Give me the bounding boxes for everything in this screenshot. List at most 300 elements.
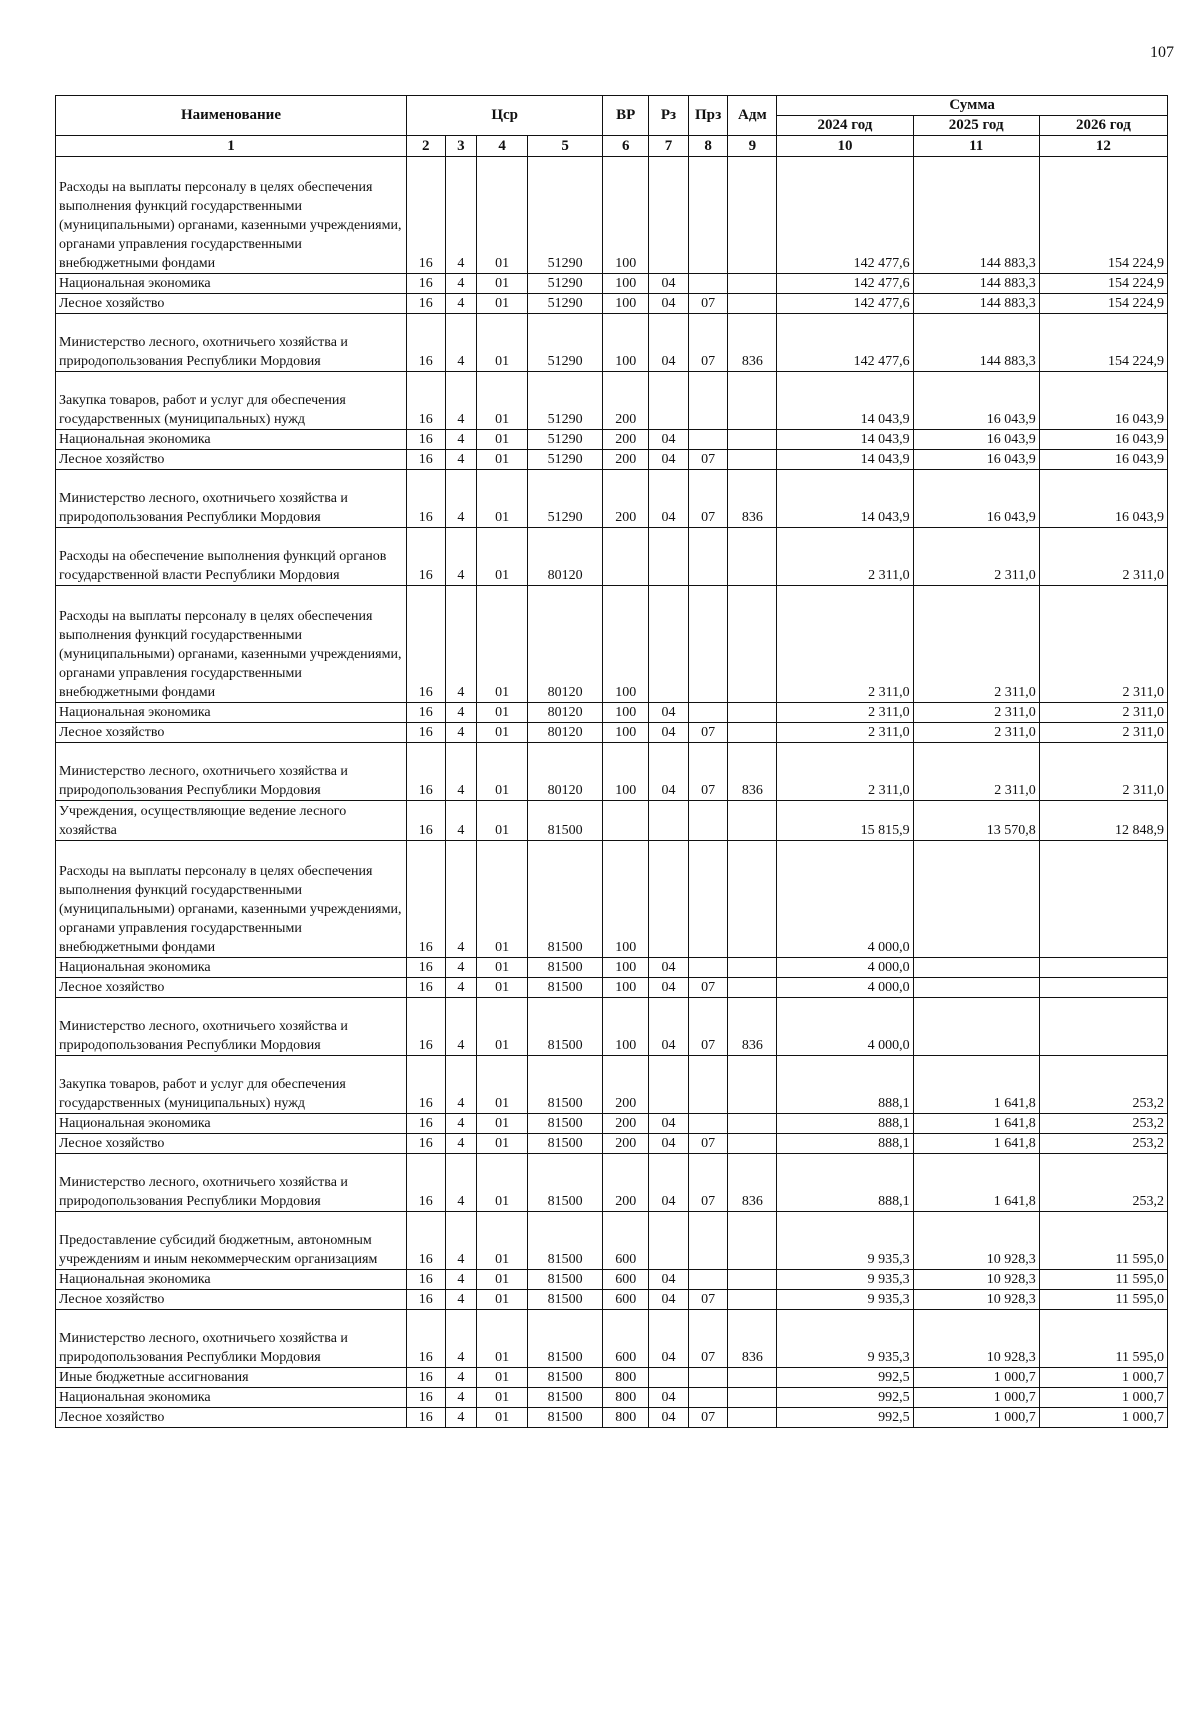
cell-csr-2: 16 [406,274,445,294]
cell-name: Закупка товаров, работ и услуг для обеспечения государственных (муниципальных) нужд [56,1056,407,1114]
cell-csr-5: 51290 [528,157,603,274]
cell-rz [649,157,689,274]
cell-csr-4: 01 [477,372,528,430]
cell-prz: 07 [688,1408,728,1428]
cell-sum-2025: 1 000,7 [913,1388,1039,1408]
cell-sum-2025 [913,998,1039,1056]
cell-name: Национальная экономика [56,958,407,978]
cell-sum-2026: 1 000,7 [1039,1408,1167,1428]
cell-sum-2026: 2 311,0 [1039,703,1167,723]
cell-csr-5: 51290 [528,430,603,450]
page-number: 107 [1150,44,1174,61]
cell-name: Министерство лесного, охотничьего хозяйства и природопользования Республики Мордовия [56,1310,407,1368]
cell-csr-4: 01 [477,1154,528,1212]
cell-csr-4: 01 [477,1212,528,1270]
cell-adm [728,1212,777,1270]
cell-name: Министерство лесного, охотничьего хозяйства и природопользования Республики Мордовия [56,1154,407,1212]
cell-name: Национальная экономика [56,1388,407,1408]
cell-rz: 04 [649,450,689,470]
cell-sum-2024: 9 935,3 [777,1290,913,1310]
cell-sum-2026: 1 000,7 [1039,1388,1167,1408]
cell-rz: 04 [649,1154,689,1212]
cell-name: Национальная экономика [56,1270,407,1290]
table-row [56,430,1168,450]
cell-csr-4: 01 [477,1310,528,1368]
table-row [56,1056,1168,1114]
cell-csr-2: 16 [406,1056,445,1114]
cell-prz: 07 [688,294,728,314]
cell-sum-2025 [913,841,1039,958]
cell-sum-2025: 144 883,3 [913,294,1039,314]
cell-name: Национальная экономика [56,1114,407,1134]
cell-csr-5: 80120 [528,586,603,703]
cell-sum-2024: 142 477,6 [777,294,913,314]
cell-csr-4: 01 [477,586,528,703]
cell-name: Лесное хозяйство [56,978,407,998]
cell-csr-2: 16 [406,1310,445,1368]
cell-sum-2024: 14 043,9 [777,372,913,430]
cell-prz: 07 [688,1290,728,1310]
cell-prz: 07 [688,743,728,801]
cell-rz: 04 [649,1270,689,1290]
header-rz: Рз [649,96,689,136]
cell-name: Национальная экономика [56,430,407,450]
cell-sum-2025: 10 928,3 [913,1212,1039,1270]
header-year-2024: 2024 год [777,116,913,136]
cell-adm [728,978,777,998]
cell-csr-2: 16 [406,743,445,801]
cell-csr-5: 80120 [528,723,603,743]
cell-vr: 600 [603,1310,649,1368]
cell-csr-2: 16 [406,1368,445,1388]
cell-sum-2026: 253,2 [1039,1134,1167,1154]
cell-sum-2026: 16 043,9 [1039,430,1167,450]
cell-csr-3: 4 [445,1056,477,1114]
cell-sum-2025: 144 883,3 [913,274,1039,294]
column-number: 1 [56,136,407,157]
table-row [56,470,1168,528]
cell-name: Расходы на выплаты персоналу в целях обеспечения выполнения функций государственными (муниципальными) органами, казенными учреждениями, органами управления государственными внебюджетными фондами [56,157,407,274]
cell-sum-2025: 16 043,9 [913,430,1039,450]
cell-csr-4: 01 [477,528,528,586]
cell-sum-2026 [1039,978,1167,998]
cell-sum-2026 [1039,841,1167,958]
table-row [56,958,1168,978]
cell-sum-2026: 11 595,0 [1039,1212,1167,1270]
cell-rz: 04 [649,1310,689,1368]
cell-csr-4: 01 [477,1270,528,1290]
cell-prz [688,958,728,978]
cell-vr: 200 [603,372,649,430]
cell-name: Лесное хозяйство [56,1408,407,1428]
cell-sum-2024: 4 000,0 [777,998,913,1056]
cell-name: Министерство лесного, охотничьего хозяйства и природопользования Республики Мордовия [56,470,407,528]
cell-prz [688,430,728,450]
cell-vr: 100 [603,978,649,998]
cell-sum-2026: 16 043,9 [1039,450,1167,470]
cell-adm [728,841,777,958]
table-row [56,801,1168,841]
cell-rz [649,1368,689,1388]
table-row [56,841,1168,958]
cell-csr-4: 01 [477,450,528,470]
cell-prz [688,1368,728,1388]
table-row [56,1388,1168,1408]
cell-csr-3: 4 [445,743,477,801]
cell-vr [603,801,649,841]
cell-prz [688,528,728,586]
cell-prz [688,1212,728,1270]
cell-vr: 100 [603,586,649,703]
cell-csr-3: 4 [445,978,477,998]
cell-sum-2024: 2 311,0 [777,703,913,723]
cell-csr-4: 01 [477,743,528,801]
cell-csr-5: 51290 [528,470,603,528]
cell-adm [728,723,777,743]
cell-csr-5: 81500 [528,978,603,998]
cell-csr-2: 16 [406,528,445,586]
cell-name: Расходы на выплаты персоналу в целях обеспечения выполнения функций государственными (муниципальными) органами, казенными учреждениями, органами управления государственными внебюджетными фондами [56,586,407,703]
cell-sum-2025: 1 000,7 [913,1408,1039,1428]
cell-vr: 200 [603,450,649,470]
cell-prz [688,157,728,274]
cell-csr-4: 01 [477,294,528,314]
cell-csr-2: 16 [406,841,445,958]
cell-rz: 04 [649,1290,689,1310]
table-row [56,1368,1168,1388]
cell-vr: 800 [603,1368,649,1388]
cell-prz: 07 [688,314,728,372]
table-row [56,528,1168,586]
cell-csr-5: 51290 [528,450,603,470]
cell-csr-5: 81500 [528,1212,603,1270]
cell-rz: 04 [649,430,689,450]
cell-sum-2026 [1039,998,1167,1056]
cell-csr-5: 81500 [528,1368,603,1388]
cell-csr-4: 01 [477,1368,528,1388]
cell-sum-2026: 2 311,0 [1039,723,1167,743]
cell-rz [649,372,689,430]
table-row [56,450,1168,470]
cell-csr-4: 01 [477,1056,528,1114]
cell-csr-3: 4 [445,294,477,314]
cell-name: Предоставление субсидий бюджетным, автономным учреждениям и иным некоммерческим организациям [56,1212,407,1270]
cell-csr-3: 4 [445,1270,477,1290]
cell-sum-2025: 1 641,8 [913,1134,1039,1154]
cell-vr: 100 [603,958,649,978]
header-summa: Сумма [777,96,1168,116]
cell-sum-2024: 2 311,0 [777,586,913,703]
cell-sum-2025: 144 883,3 [913,314,1039,372]
cell-sum-2025: 10 928,3 [913,1310,1039,1368]
cell-sum-2026: 2 311,0 [1039,743,1167,801]
table-row [56,1134,1168,1154]
cell-sum-2024: 4 000,0 [777,978,913,998]
cell-adm [728,1408,777,1428]
cell-csr-3: 4 [445,470,477,528]
cell-prz: 07 [688,1154,728,1212]
table-row [56,1114,1168,1134]
table-row [56,1212,1168,1270]
cell-adm [728,372,777,430]
cell-csr-5: 81500 [528,998,603,1056]
cell-name: Иные бюджетные ассигнования [56,1368,407,1388]
table-row [56,372,1168,430]
cell-rz [649,586,689,703]
cell-csr-5: 81500 [528,1388,603,1408]
cell-csr-2: 16 [406,294,445,314]
cell-csr-2: 16 [406,314,445,372]
cell-csr-3: 4 [445,586,477,703]
cell-prz [688,586,728,703]
table-row [56,1310,1168,1368]
cell-csr-5: 51290 [528,314,603,372]
cell-csr-4: 01 [477,703,528,723]
cell-csr-2: 16 [406,450,445,470]
cell-sum-2026: 154 224,9 [1039,157,1167,274]
cell-csr-2: 16 [406,1154,445,1212]
cell-csr-2: 16 [406,1388,445,1408]
cell-name: Министерство лесного, охотничьего хозяйства и природопользования Республики Мордовия [56,743,407,801]
cell-rz [649,528,689,586]
cell-adm [728,1114,777,1134]
cell-sum-2024: 14 043,9 [777,430,913,450]
cell-sum-2025: 16 043,9 [913,470,1039,528]
cell-sum-2025: 2 311,0 [913,586,1039,703]
cell-sum-2024: 888,1 [777,1134,913,1154]
cell-csr-2: 16 [406,723,445,743]
cell-csr-3: 4 [445,1290,477,1310]
cell-name: Лесное хозяйство [56,1290,407,1310]
cell-rz [649,801,689,841]
cell-adm: 836 [728,998,777,1056]
cell-sum-2025: 13 570,8 [913,801,1039,841]
cell-vr: 200 [603,430,649,450]
cell-csr-4: 01 [477,841,528,958]
cell-adm [728,1134,777,1154]
cell-vr: 100 [603,743,649,801]
cell-csr-3: 4 [445,1154,477,1212]
cell-rz: 04 [649,998,689,1056]
table-row [56,274,1168,294]
cell-adm [728,528,777,586]
cell-name: Министерство лесного, охотничьего хозяйства и природопользования Республики Мордовия [56,998,407,1056]
cell-sum-2025: 2 311,0 [913,528,1039,586]
cell-adm [728,703,777,723]
cell-sum-2024: 14 043,9 [777,470,913,528]
table-row [56,703,1168,723]
cell-name: Закупка товаров, работ и услуг для обеспечения государственных (муниципальных) нужд [56,372,407,430]
cell-csr-4: 01 [477,1408,528,1428]
cell-sum-2024: 992,5 [777,1368,913,1388]
cell-csr-5: 51290 [528,294,603,314]
cell-sum-2024: 15 815,9 [777,801,913,841]
cell-vr: 200 [603,470,649,528]
cell-vr: 100 [603,157,649,274]
table-body [56,157,1168,1428]
table-row [56,998,1168,1056]
cell-rz: 04 [649,1114,689,1134]
cell-csr-5: 80120 [528,703,603,723]
column-number-row [56,136,1168,157]
cell-sum-2026: 16 043,9 [1039,372,1167,430]
cell-vr [603,528,649,586]
cell-vr: 200 [603,1056,649,1114]
cell-vr: 100 [603,703,649,723]
cell-csr-5: 81500 [528,841,603,958]
cell-csr-5: 80120 [528,528,603,586]
cell-csr-5: 81500 [528,1310,603,1368]
cell-csr-4: 01 [477,998,528,1056]
cell-csr-2: 16 [406,978,445,998]
cell-sum-2025: 10 928,3 [913,1290,1039,1310]
cell-sum-2025 [913,978,1039,998]
cell-adm: 836 [728,1154,777,1212]
cell-sum-2025: 16 043,9 [913,372,1039,430]
cell-adm [728,586,777,703]
cell-sum-2025: 16 043,9 [913,450,1039,470]
table-row [56,1290,1168,1310]
table-row [56,586,1168,703]
cell-rz: 04 [649,1408,689,1428]
cell-adm: 836 [728,1310,777,1368]
column-number: 7 [649,136,689,157]
cell-vr: 200 [603,1154,649,1212]
cell-sum-2026: 1 000,7 [1039,1368,1167,1388]
cell-vr: 100 [603,314,649,372]
cell-name: Учреждения, осуществляющие ведение лесного хозяйства [56,801,407,841]
cell-csr-5: 81500 [528,1154,603,1212]
cell-prz [688,372,728,430]
cell-sum-2024: 142 477,6 [777,274,913,294]
cell-csr-2: 16 [406,372,445,430]
cell-csr-4: 01 [477,430,528,450]
cell-csr-2: 16 [406,1408,445,1428]
cell-csr-3: 4 [445,450,477,470]
cell-csr-2: 16 [406,1290,445,1310]
cell-sum-2025: 144 883,3 [913,157,1039,274]
cell-name: Лесное хозяйство [56,450,407,470]
column-number: 9 [728,136,777,157]
cell-csr-2: 16 [406,1270,445,1290]
header-name: Наименование [56,96,407,136]
cell-sum-2025: 1 641,8 [913,1154,1039,1212]
cell-rz: 04 [649,1134,689,1154]
cell-csr-3: 4 [445,998,477,1056]
cell-sum-2026: 2 311,0 [1039,528,1167,586]
cell-sum-2025: 1 641,8 [913,1056,1039,1114]
cell-sum-2024: 4 000,0 [777,841,913,958]
cell-adm [728,157,777,274]
cell-csr-2: 16 [406,157,445,274]
cell-adm [728,430,777,450]
cell-csr-5: 81500 [528,1290,603,1310]
cell-vr: 100 [603,723,649,743]
cell-csr-5: 81500 [528,958,603,978]
cell-csr-4: 01 [477,1388,528,1408]
cell-csr-4: 01 [477,274,528,294]
cell-sum-2024: 142 477,6 [777,314,913,372]
cell-csr-3: 4 [445,958,477,978]
cell-csr-4: 01 [477,1134,528,1154]
table-row [56,1154,1168,1212]
cell-vr: 100 [603,998,649,1056]
cell-csr-3: 4 [445,430,477,450]
cell-rz: 04 [649,723,689,743]
cell-adm [728,1368,777,1388]
cell-csr-4: 01 [477,978,528,998]
column-number: 10 [777,136,913,157]
column-number: 4 [477,136,528,157]
cell-vr: 800 [603,1408,649,1428]
cell-csr-2: 16 [406,1134,445,1154]
cell-csr-3: 4 [445,372,477,430]
cell-prz: 07 [688,723,728,743]
cell-sum-2026: 11 595,0 [1039,1290,1167,1310]
cell-sum-2026: 11 595,0 [1039,1310,1167,1368]
cell-csr-3: 4 [445,1114,477,1134]
cell-rz: 04 [649,294,689,314]
header-year-2025: 2025 год [913,116,1039,136]
header-year-2026: 2026 год [1039,116,1167,136]
cell-csr-4: 01 [477,1290,528,1310]
cell-prz [688,1270,728,1290]
cell-vr: 600 [603,1270,649,1290]
cell-sum-2026: 253,2 [1039,1056,1167,1114]
cell-sum-2025: 1 000,7 [913,1368,1039,1388]
cell-name: Расходы на обеспечение выполнения функций органов государственной власти Республики Мордовия [56,528,407,586]
column-number: 6 [603,136,649,157]
cell-adm: 836 [728,743,777,801]
cell-sum-2026: 253,2 [1039,1154,1167,1212]
cell-csr-3: 4 [445,801,477,841]
cell-rz: 04 [649,743,689,801]
header-csr: Цср [406,96,602,136]
cell-sum-2026: 154 224,9 [1039,294,1167,314]
cell-adm [728,294,777,314]
cell-csr-3: 4 [445,703,477,723]
cell-prz [688,841,728,958]
cell-csr-3: 4 [445,157,477,274]
cell-sum-2024: 888,1 [777,1154,913,1212]
cell-sum-2024: 2 311,0 [777,723,913,743]
cell-csr-4: 01 [477,723,528,743]
cell-rz: 04 [649,703,689,723]
table-row [56,294,1168,314]
cell-prz: 07 [688,1310,728,1368]
cell-csr-5: 51290 [528,372,603,430]
cell-csr-2: 16 [406,703,445,723]
cell-sum-2024: 888,1 [777,1056,913,1114]
cell-csr-3: 4 [445,1212,477,1270]
cell-rz [649,841,689,958]
cell-rz: 04 [649,314,689,372]
cell-csr-5: 81500 [528,1134,603,1154]
cell-vr: 600 [603,1212,649,1270]
cell-csr-2: 16 [406,1114,445,1134]
cell-sum-2025: 2 311,0 [913,743,1039,801]
cell-prz [688,274,728,294]
column-number: 8 [688,136,728,157]
cell-sum-2024: 14 043,9 [777,450,913,470]
table-row [56,723,1168,743]
cell-csr-3: 4 [445,723,477,743]
cell-vr: 100 [603,294,649,314]
cell-rz [649,1212,689,1270]
cell-adm [728,958,777,978]
cell-name: Лесное хозяйство [56,1134,407,1154]
table-row [56,314,1168,372]
